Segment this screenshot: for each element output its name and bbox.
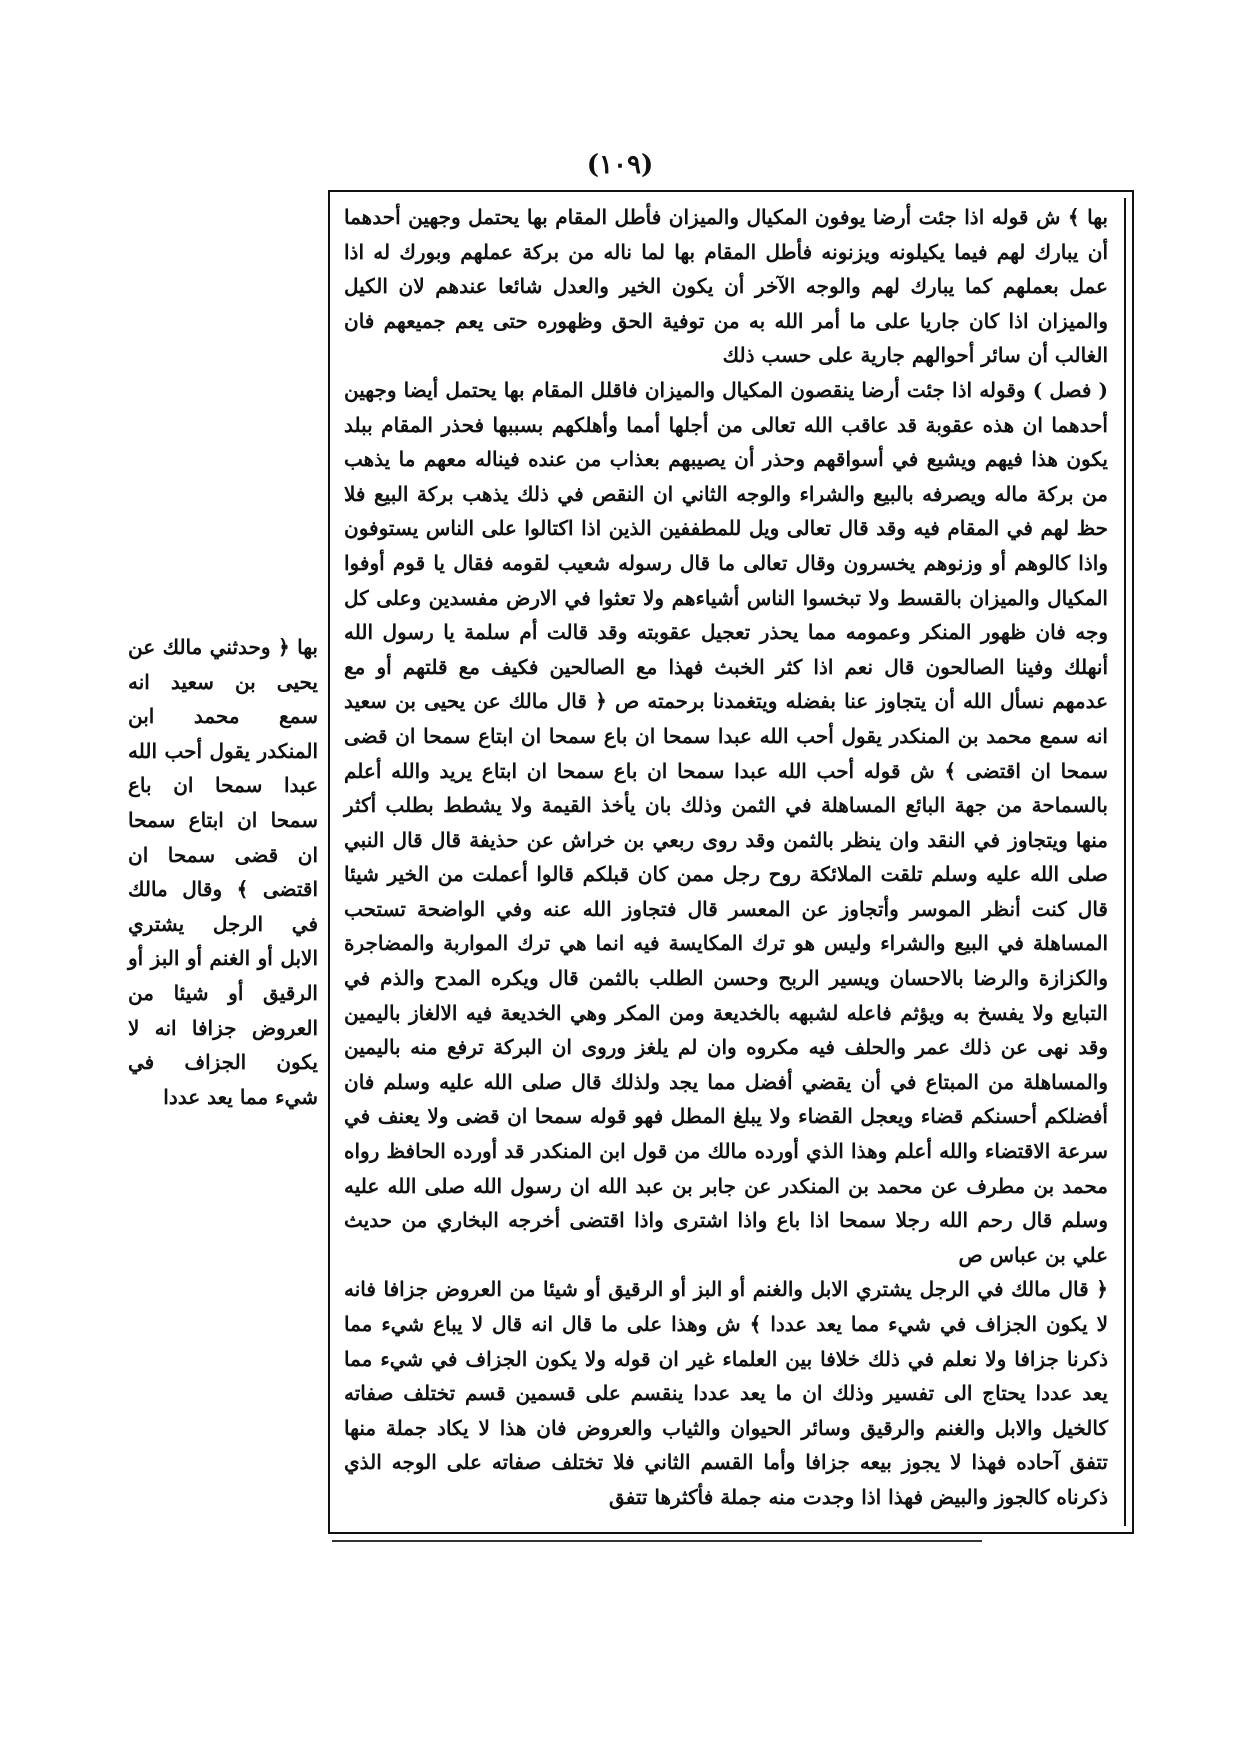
paragraph-3: ﴿ قال مالك في الرجل يشتري الابل والغنم أو البز أو الرقيق أو شيئا من العروض جزافا فانه لا يكون الجزاف في شيء مما يعد عددا ﴾ ش وهذا على ما قال انه قال لا يباع شيء مما ذكرنا جزافا ولا نعلم في ذلك خلافا بين العلماء غير ان قوله ولا يكون الجزاف في شيء مما يعد عددا يحتاج الى تفسير وذلك ان ما يعد عددا ينقسم على قسمين قسم تختلف صفاته كالخيل والابل والغنم والرقيق وسائر الحيوان والثياب والعروض فان هذا لا يكاد جملة منها تتفق آحاده فهذا لا يجوز بيعه جزافا وأما القسم الثاني فلا تختلف صفاته على الوجه الذي ذكرناه كالجوز والبيض فهذا اذا وجدت منه جملة فأكثرها تتفق bbox=[344, 1277, 1108, 1509]
margin-note: بها ﴿ وحدثني مالك عن يحيى بن سعيد انه سمع محمد ابن المنكدر يقول أحب الله عبدا سمحا ان باع سمحا ان ابتاع سمحا ان قضى سمحا ان اقتضى ﴾ وقال مالك في الرجل يشتري الابل أو الغنم أو البز أو الرقيق أو شيئا من العروض جزافا انه لا يكون الجزاف في شيء مما يعد عددا bbox=[128, 635, 318, 1109]
main-text-frame bbox=[328, 190, 1134, 1534]
bottom-rule bbox=[332, 1540, 982, 1542]
main-body-text bbox=[340, 200, 1122, 1515]
page-number: (١٠٩) bbox=[586, 150, 654, 180]
paragraph-1: بها ﴾ ش قوله اذا جئت أرضا يوفون المكيال والميزان فأطل المقام بها يحتمل وجهين أحدهما أن يبارك لهم فيما يكيلونه ويزنونه فأطل المقام بها لما ناله من بركة عملهم وبورك له اذا عمل بعملهم كما يبارك لهم والوجه الآخر أن يكون الخير والعدل شائعا عندهم لان الكيل والميزان اذا كان جاريا على ما أمر الله به من توفية الحق وظهوره حتى يعم جميعهم فان الغالب أن سائر أحوالهم جارية على حسب ذلك bbox=[344, 205, 1108, 368]
frame-rule bbox=[1124, 198, 1126, 1526]
paragraph-2: ( فصل ) وقوله اذا جئت أرضا ينقصون المكيال والميزان فاقلل المقام بها يحتمل أيضا وجهين أحدهما ان هذه عقوبة قد عاقب الله تعالى من أجلها أمما وأهلكهم بسببها فحذر المقام ببلد يكون هذا فيهم ويشيع في أسواقهم وحذر أن يصيبهم بعذاب من عنده فيناله معهم ما يذهب من بركة ماله ويصرفه بالبيع والشراء والوجه الثاني ان النقص في ذلك يذهب بركة البيع فلا حظ لهم في المقام فيه وقد قال تعالى ويل للمطففين الذين اذا اكتالوا على الناس يستوفون واذا كالوهم أو وزنوهم يخسرون وقال تعالى ما قال رسوله شعيب لقومه فقال يا قوم أوفوا المكيال والميزان بالقسط ولا تبخسوا الناس أشياءهم ولا تعثوا في الارض مفسدين وعلى كل وجه فان ظهور المنكر وعمومه مما يحذر تعجيل عقوبته وقد قالت أم سلمة يا رسول الله أنهلك وفينا الصالحون قال نعم اذا كثر الخبث فهذا مع الصالحين فكيف مع قلتهم أو مع عدمهم نسأل الله أن يتجاوز عنا بفضله ويتغمدنا برحمته ص ﴿ قال مالك عن يحيى بن سعيد انه سمع محمد بن المنكدر يقول أحب الله عبدا سمحا ان باع سمحا ان ابتاع سمحا ان قضى سمحا ان اقتضى ﴾ ش قوله أحب الله عبدا سمحا ان باع سمحا ان ابتاع يريد والله أعلم بالسماحة من جهة البائع المساهلة في الثمن وذلك بان يأخذ القيمة ولا يشطط بطلب أكثر منها ويتجاوز في النقد وان ينظر بالثمن وقد روى ربعي بن خراش عن حذيفة قال قال النبي صلى الله عليه وسلم تلقت الملائكة روح رجل ممن كان قبلكم قالوا أعملت من الخير شيئا قال كنت أنظر الموسر وأتجاوز عن المعسر قال فتجاوز الله عنه وفي الواضحة تستحب المساهلة في البيع والشراء وليس هو ترك المكايسة فيه انما هي ترك المواربة والمضاجرة والكزازة والرضا بالاحسان ويسير الربح وحسن الطلب بالثمن قال ويكره المدح والذم في التبايع ولا يفسخ به ويؤثم فاعله لشبهه بالخديعة ومن المكر وهي الخديعة فيه الالغاز باليمين وقد نهى عن ذلك عمر والحلف فيه مكروه وان لم يلغز وروى ان البركة ترفع منه باليمين والمساهلة من المبتاع في أن يقضي أفضل مما يجد ولذلك قال صلى الله عليه وسلم فان أفضلكم أحسنكم قضاء ويعجل القضاء ولا يبلغ المطل فهو قوله سمحا ان قضى ولا يعنف في سرعة الاقتضاء والله أعلم وهذا الذي أورده مالك من قول ابن المنكدر قد أورده الحافظ رواه محمد بن مطرف عن محمد بن المنكدر عن جابر بن عبد الله ان رسول الله صلى الله عليه وسلم قال رحم الله رجلا سمحا اذا باع واذا اشترى واذا اقتضى أخرجه البخاري من حديث علي بن عباس ص bbox=[344, 377, 1109, 1267]
